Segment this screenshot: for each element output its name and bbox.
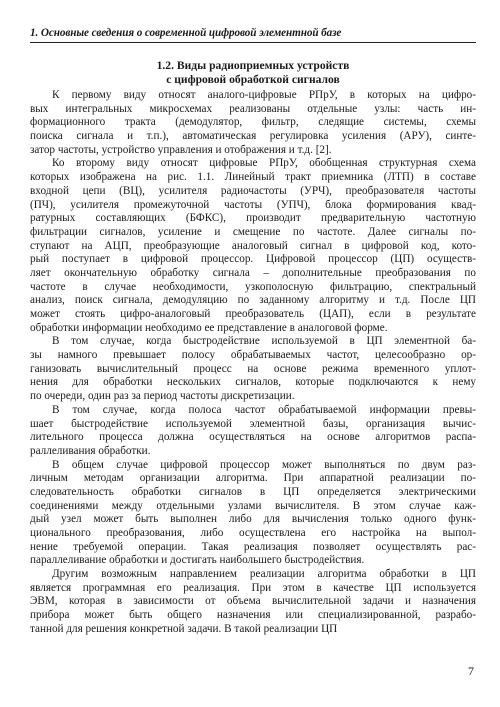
text-line: соединениями между отдельными узлами вычислителя. В этом случае каж-: [30, 499, 476, 512]
paragraph: [30, 568, 476, 636]
text-line: шает быстродействие используемой элементной базы, организация вычис-: [30, 417, 476, 430]
text-line: дый узел может быть выполнен либо для вычисления только одного функ-: [30, 513, 476, 526]
page-number: 7: [468, 664, 474, 678]
section-title-line-1: 1.2. Виды радиоприемных устройств: [156, 59, 350, 72]
section-title: [30, 59, 476, 87]
text-line: вых интегральных микросхемах реализованы отдельные узлы: часть ин-: [30, 102, 476, 115]
text-line: затор частоты, устройство управления и отображения и т.д. [2].: [30, 143, 332, 156]
text-line: зы намного превышает полосу обрабатываемых частот, целесообразно ор-: [30, 349, 476, 362]
text-line: раллеливания обработки.: [30, 444, 151, 457]
text-line: В общем случае цифровой процессор может выполняться по двум раз-: [52, 458, 476, 471]
body-text: [30, 89, 476, 637]
text-line: анализ, поиск сигнала, демодуляцию по заданному алгоритму и т.д. После ЦП: [30, 294, 476, 307]
text-line: поиска сигнала и т.п.), автоматическая регулировка усиления (АРУ), синте-: [30, 130, 476, 143]
text-line: обработки информации необходимо ее представление в аналоговой форме.: [30, 321, 388, 334]
header-rule: [30, 42, 476, 43]
text-line: формационного тракта (демодулятор, фильтр, следящие системы, схемы: [30, 116, 476, 129]
text-line: В том случае, когда полоса частот обрабатываемой информации превы-: [52, 403, 476, 416]
text-line: ганизовать вычислительный процесс на основе режима временного уплот-: [30, 362, 476, 375]
text-line: частоте в случае необходимости, узкополосную фильтрацию, спектральный: [30, 280, 476, 293]
paragraph: [30, 157, 476, 335]
text-line: К первому виду относят аналого-цифровые РПрУ, в которых на цифро-: [52, 89, 476, 101]
text-line: лительного процесса должна осуществляться на основе алгоритмов распа-: [30, 431, 476, 444]
section-title-line-2: с цифровой обработкой сигналов: [166, 73, 340, 86]
text-line: нение требуемой операции. Такая реализация позволяет осуществлять рас-: [30, 540, 476, 553]
running-header: 1. Основные сведения о современной цифровой элементной базе: [30, 27, 342, 39]
paragraph: [30, 404, 476, 459]
text-line: рый поступает в цифровой процессор. Цифровой процессор (ЦП) осуществ-: [30, 253, 476, 266]
text-line: В том случае, когда быстродействие используемой в ЦП элементной ба-: [52, 335, 476, 348]
text-line: которых изображена на рис. 1.1. Линейный тракт приемника (ЛТП) в составе: [30, 171, 476, 184]
text-line: ляет окончательную обработку сигнала – дополнительные преобразования по: [30, 266, 476, 279]
text-line: нения для обработки нескольких сигналов, которые подключаются к нему: [30, 376, 476, 389]
text-line: прибора может быть общего назначения или специализированной, разрабо-: [30, 609, 476, 622]
paragraph: [30, 335, 476, 403]
text-line: ратурных составляющих (БФКС), производит предварительную частотную: [30, 212, 476, 225]
text-line: танной для решения конкретной задачи. В такой реализации ЦП: [30, 622, 338, 635]
text-line: входной цепи (ВЦ), усилителя радиочастоты (УРЧ), преобразователя частоты: [30, 184, 476, 197]
text-line: может стоять цифро-аналоговый преобразователь (ЦАП), если в результате: [30, 308, 476, 320]
paragraph: [30, 89, 476, 157]
text-line: Другим возможным направлением реализации алгоритма обработки в ЦП: [52, 568, 476, 581]
paragraph: [30, 459, 476, 569]
text-line: ЭВМ, которая в зависимости от объема вычислительной задачи и назначения: [30, 595, 476, 608]
text-line: по очереди, один раз за период частоты дискретизации.: [30, 390, 295, 403]
text-line: личным методам организации алгоритма. При аппаратной реализации по-: [30, 472, 476, 485]
text-line: ступают на АЦП, преобразующие аналоговый сигнал в цифровой код, кото-: [30, 239, 476, 252]
text-line: Ко второму виду относят цифровые РПрУ, обобщенная структурная схема: [52, 157, 476, 170]
text-line: ционального преобразования, либо осуществлена его настройка на выпол-: [30, 527, 476, 539]
text-line: (ПЧ), усилителя промежуточной частоты (УПЧ), блока формирования квад-: [30, 198, 476, 211]
text-line: параллеливание обработки и достигать наибольшего быстродействия.: [30, 554, 365, 567]
text-line: следовательность обработки сигналов в ЦП определяется электрическими: [30, 485, 476, 498]
text-line: фильтрации сигналов, усиление и смещение по частоте. Далее сигналы по-: [30, 225, 476, 238]
text-line: является программная его реализация. При этом в качестве ЦП используется: [30, 581, 476, 594]
